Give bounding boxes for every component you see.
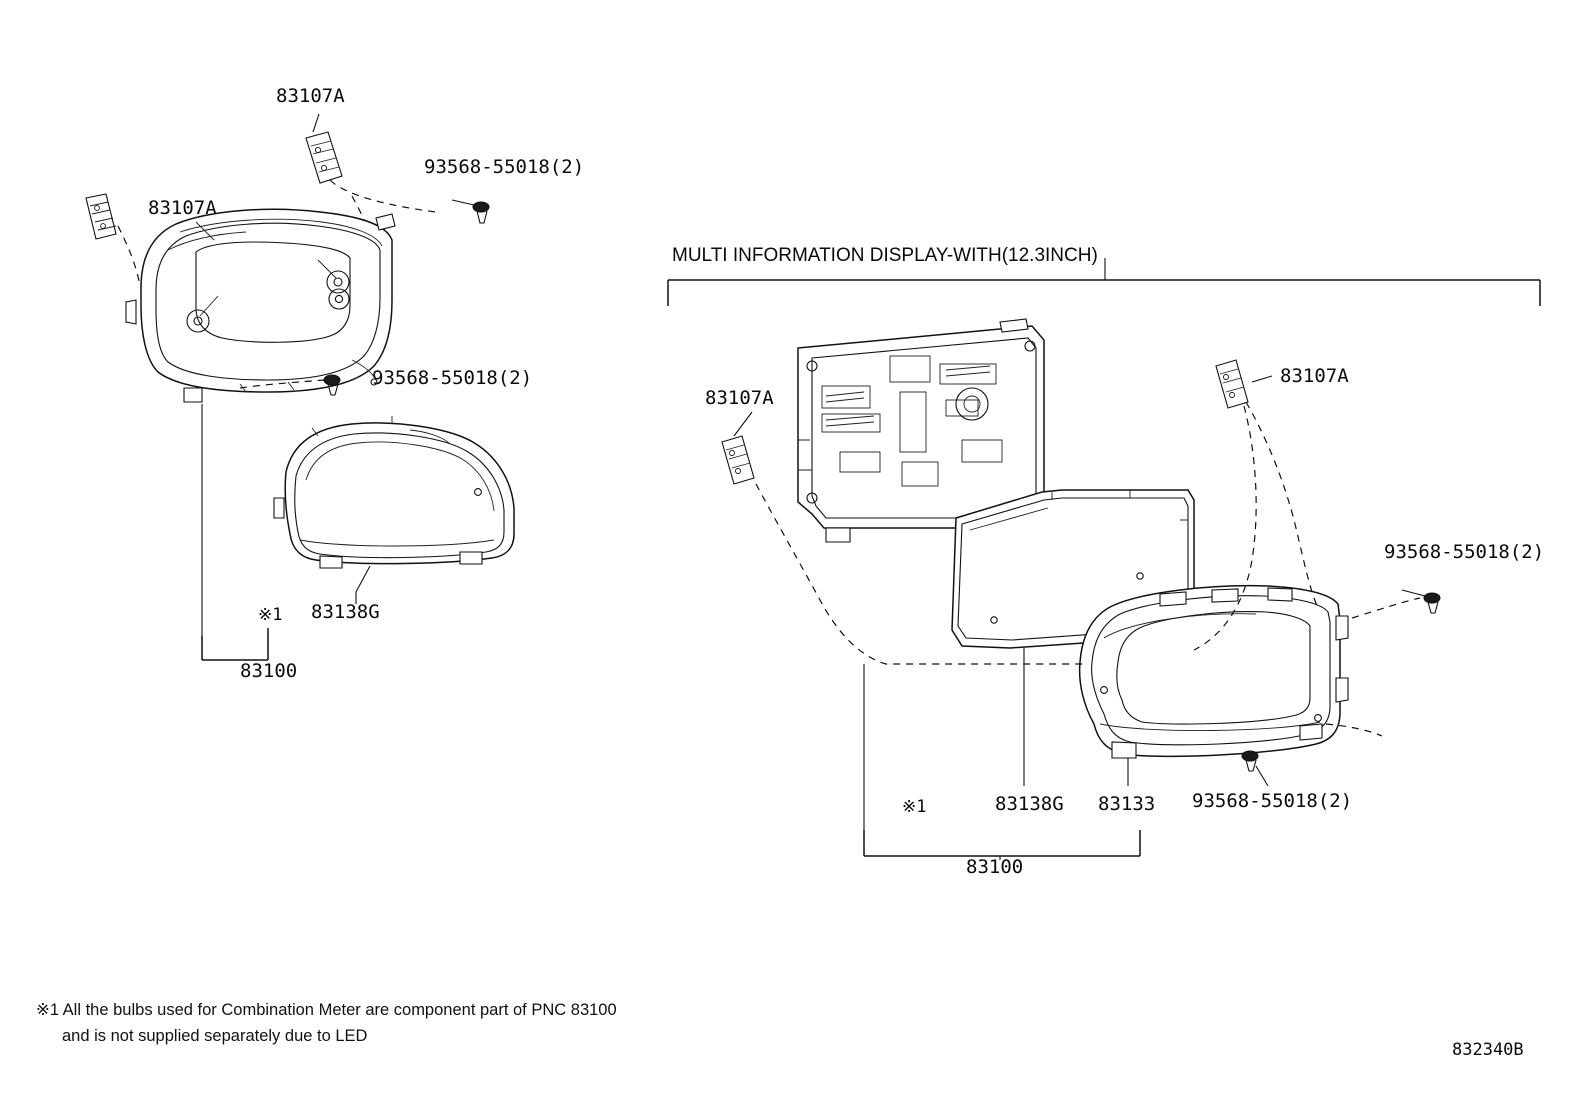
label-lens-left: 83138G bbox=[311, 601, 380, 623]
label-clip-top-left: 83107A bbox=[276, 85, 345, 107]
clip-left-graphic bbox=[86, 194, 116, 239]
label-bulb-marker-left: ※1 bbox=[258, 605, 283, 625]
label-screw-bottom-left: 93568-55018(2) bbox=[372, 367, 533, 389]
label-clip-left: 83107A bbox=[148, 197, 217, 219]
screw-top-left-graphic bbox=[473, 202, 489, 223]
label-screw-bottom-right: 93568-55018(2) bbox=[1192, 790, 1353, 812]
screw-top-right-graphic bbox=[1424, 593, 1440, 613]
label-clip-right-group-left: 83107A bbox=[705, 387, 774, 409]
footnote-line-1: ※1 All the bulbs used for Combination Meter are component part of PNC 83100 bbox=[36, 1001, 617, 1019]
clip-right-group-right-graphic bbox=[1216, 360, 1272, 408]
label-lens-right: 83138G bbox=[995, 793, 1064, 815]
footnote-line-2: and is not supplied separately due to LED bbox=[62, 1027, 368, 1045]
meter-lens-graphic bbox=[274, 416, 514, 568]
figure-code: 832340B bbox=[1452, 1040, 1524, 1060]
screw-bottom-right-graphic bbox=[1242, 751, 1258, 771]
group-title-multi-information-display: MULTI INFORMATION DISPLAY-WITH(12.3INCH) bbox=[672, 245, 1098, 266]
display-housing-graphic bbox=[1080, 586, 1348, 758]
label-screw-top-right: 93568-55018(2) bbox=[1384, 541, 1545, 563]
label-housing-right: 83133 bbox=[1098, 793, 1156, 815]
clip-top-left-graphic bbox=[306, 114, 342, 183]
clip-right-group-left-graphic bbox=[722, 412, 754, 484]
label-assembly-left: 83100 bbox=[240, 660, 298, 682]
label-assembly-right: 83100 bbox=[966, 856, 1024, 878]
label-bulb-marker-right: ※1 bbox=[902, 797, 927, 817]
label-screw-top-left: 93568-55018(2) bbox=[424, 156, 585, 178]
label-clip-right-group-right: 83107A bbox=[1280, 365, 1349, 387]
combination-meter-graphic bbox=[126, 209, 395, 402]
